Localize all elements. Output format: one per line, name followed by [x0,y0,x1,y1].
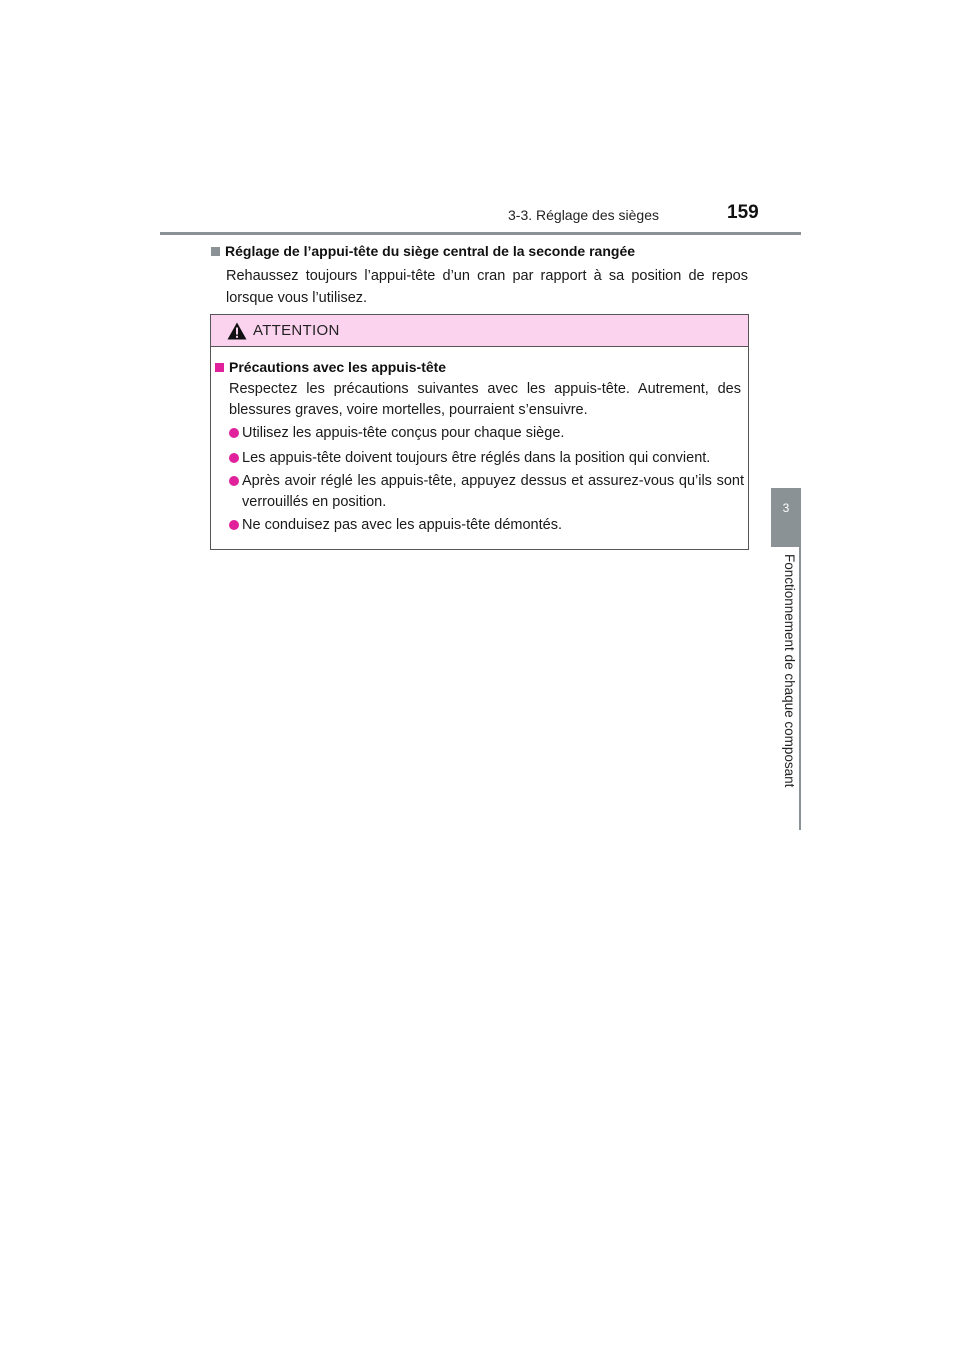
warning-header [211,315,748,347]
warning-heading [215,359,446,375]
side-rule [799,547,801,830]
bullet-dot-icon [229,476,239,486]
list-item-text: Après avoir réglé les appuis-tête, appuyez dessus et assurez-vous qu’ils sont verrouillés en position. [242,473,744,510]
warning-heading-text: Précautions avec les appuis-tête [229,359,447,375]
square-bullet-icon [215,363,224,372]
warning-triangle-icon [227,322,247,340]
section-heading [211,243,635,259]
list-item [229,471,744,513]
list-item [229,515,744,536]
bullet-dot-icon [229,453,239,463]
warning-box [210,314,749,550]
list-item-text: Utilisez les appuis-tête conçus pour chaque siège. [242,425,565,441]
header-rule [160,232,801,235]
list-item-text: Les appuis-tête doivent toujours être réglés dans la position qui convient. [242,450,711,466]
warning-title: ATTENTION [253,322,340,339]
square-bullet-icon [211,247,220,256]
list-item [229,448,744,469]
chapter-tab [771,488,801,547]
section-paragraph: Rehaussez toujours l’appui-tête d’un cran par rapport à sa position de repos lorsque vous l’utilisez. [226,268,748,306]
page-number: 159 [727,202,759,223]
bullet-dot-icon [229,428,239,438]
chapter-number: 3 [782,501,790,515]
warning-paragraph: Respectez les précautions suivantes avec les appuis-tête. Autrement, des blessures graves, voire mortelles, pourraient s’ensuivre. [229,381,741,418]
chapter-title: Fonctionnement de chaque composant [782,554,797,788]
bullet-dot-icon [229,520,239,530]
list-item [229,423,744,444]
header-section-title: 3-3. Réglage des sièges [508,207,659,223]
list-item-text: Ne conduisez pas avec les appuis-tête démontés. [242,517,562,533]
section-heading-text: Réglage de l’appui-tête du siège central de la seconde rangée [225,243,636,259]
